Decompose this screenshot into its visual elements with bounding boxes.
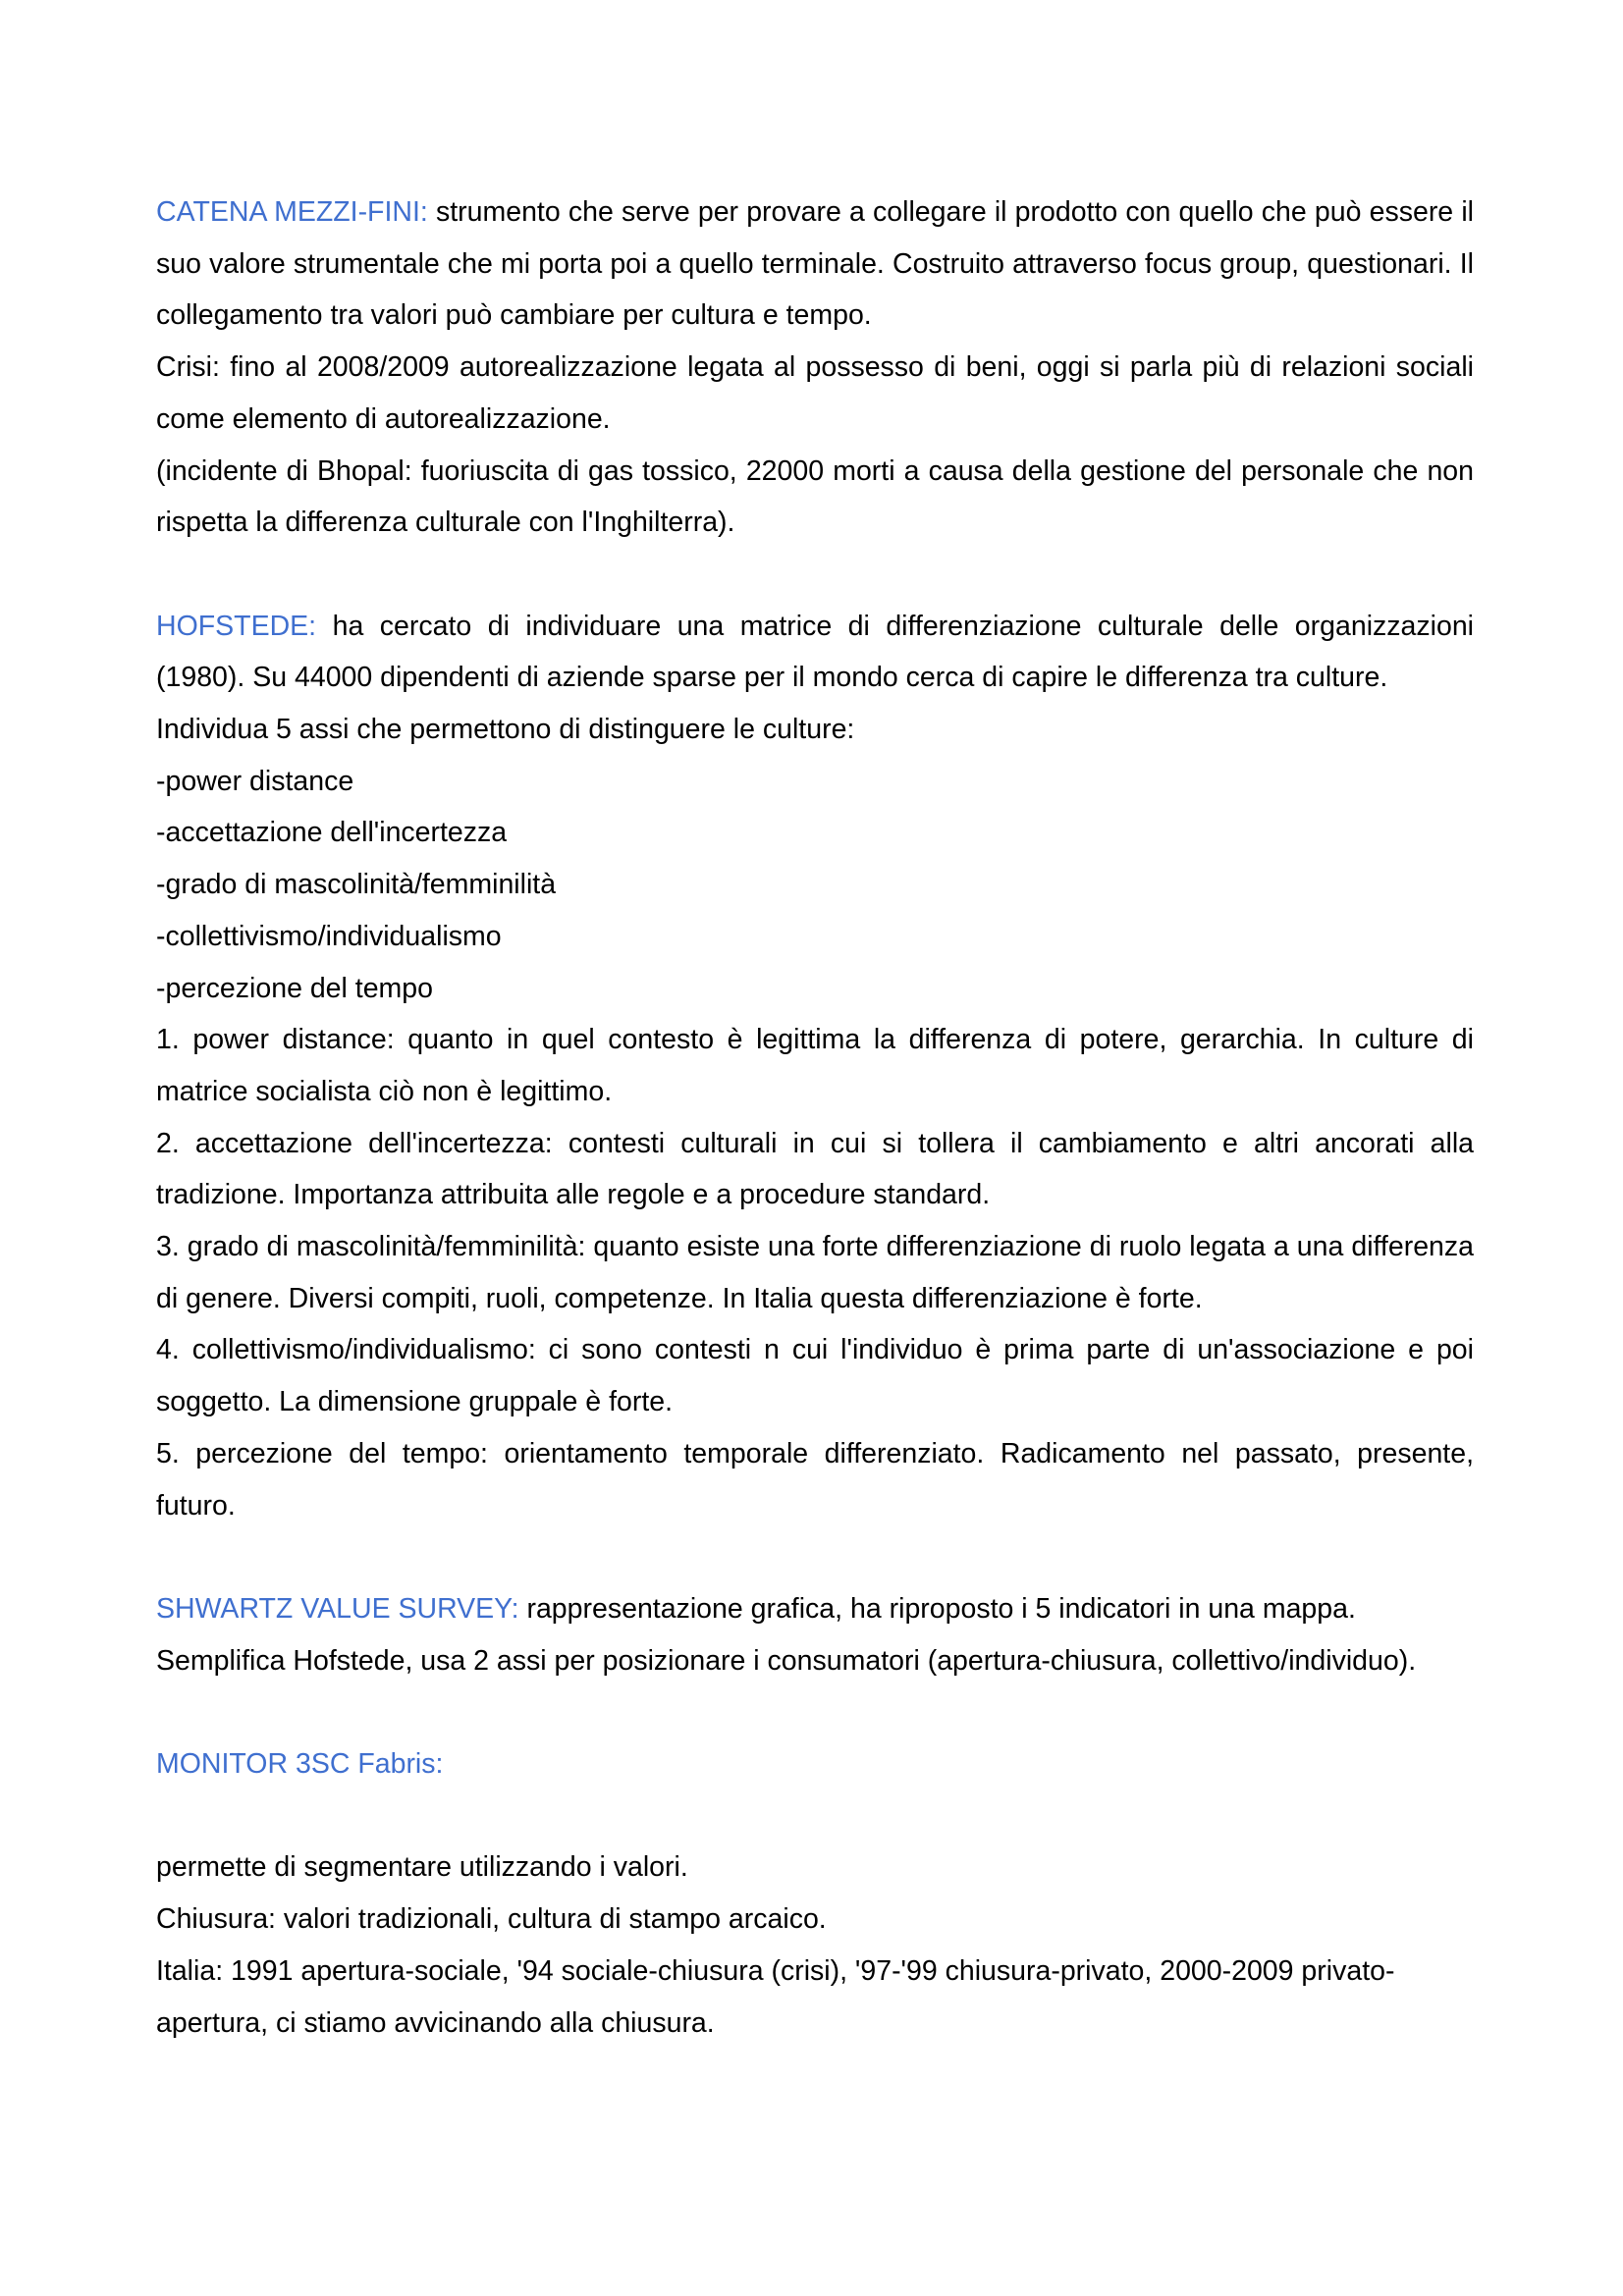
hofstede-intro: Individua 5 assi che permettono di distinguere le culture: — [156, 714, 855, 746]
hofstede-detail-item: 3. grado di mascolinità/femminilità: quanto esiste una forte differenziazione di ruolo legata a una differenza di genere. Diversi compiti, ruoli, competenze. In Italia questa differenziazione è forte. — [156, 1231, 1474, 1314]
hofstede-axis-item: -grado di mascolinità/femminilità — [156, 869, 557, 901]
hofstede-detail-item: 2. accettazione dell'incertezza: contesti culturali in cui si tollera il cambiamento e altri ancorati alla tradizione. Importanza attribuita alle regole e a procedure standard. — [156, 1127, 1474, 1211]
hofstede-axis-item: -accettazione dell'incertezza — [156, 817, 508, 849]
document-page — [156, 187, 1474, 2049]
bhopal-paragraph: (incidente di Bhopal: fuoriuscita di gas tossico, 22000 morti a causa della gestione del personale che non rispetta la differenza culturale con l'Inghilterra). — [156, 454, 1474, 539]
hofstede-axis-item: -collettivismo/individualismo — [156, 920, 502, 952]
shwartz-paragraph — [156, 1583, 1474, 1635]
spacer — [156, 1790, 1474, 1842]
hofstede-detail-item: 4. collettivismo/individualismo: ci sono contesti n cui l'individuo è prima parte di un'associazione e poi soggetto. La dimensione gruppale è forte. — [156, 1334, 1474, 1418]
monitor-heading: MONITOR 3SC Fabris: — [156, 1748, 444, 1781]
catena-paragraph — [156, 187, 1474, 342]
shwartz-semplifica: Semplifica Hofstede, usa 2 assi per posizionare i consumatori (apertura-chiusura, collettivo/individuo). — [156, 1644, 1417, 1677]
monitor-line: Italia: 1991 apertura-sociale, '94 sociale-chiusura (crisi), '97-'99 chiusura-privato, 2000-2009 privato-apertura, ci stiamo avvicinando alla chiusura. — [156, 1954, 1395, 2039]
hofstede-detail-item: 5. percezione del tempo: orientamento temporale differenziato. Radicamento nel passato, presente, futuro. — [156, 1437, 1474, 1522]
spacer — [156, 1686, 1474, 1738]
hofstede-heading: HOFSTEDE: — [156, 610, 317, 642]
shwartz-heading: SHWARTZ VALUE SURVEY: — [156, 1592, 519, 1625]
hofstede-detail-item: 1. power distance: quanto in quel contesto è legittima la differenza di potere, gerarchia. In culture di matrice socialista ciò non è legittimo. — [156, 1024, 1474, 1107]
hofstede-paragraph — [156, 601, 1474, 704]
catena-heading: CATENA MEZZI-FINI: — [156, 196, 428, 228]
monitor-line: permette di segmentare utilizzando i valori. — [156, 1851, 688, 1884]
catena-text: strumento che serve per provare a collegare il prodotto con quello che può essere il suo valore strumentale che mi porta poi a quello terminale. Costruito attraverso focus group, questionari. Il collegamento tra valori può cambiare per cultura e tempo. — [156, 196, 1474, 332]
spacer — [156, 1531, 1474, 1583]
hofstede-text: ha cercato di individuare una matrice di differenziazione culturale delle organizzazioni (1980). Su 44000 dipendenti di aziende sparse per il mondo cerca di capire le differenza tra culture. — [156, 610, 1474, 694]
spacer — [156, 549, 1474, 601]
monitor-line: Chiusura: valori tradizionali, cultura di stampo arcaico. — [156, 1903, 827, 1936]
hofstede-axis-item: -percezione del tempo — [156, 972, 433, 1004]
hofstede-axis-item: -power distance — [156, 765, 354, 797]
crisi-paragraph: Crisi: fino al 2008/2009 autorealizzazione legata al possesso di beni, oggi si parla più di relazioni sociali come elemento di autorealizzazione. — [156, 351, 1474, 435]
monitor-paragraph — [156, 1738, 1474, 1790]
shwartz-text: rappresentazione grafica, ha riproposto i 5 indicatori in una mappa. — [518, 1592, 1356, 1625]
